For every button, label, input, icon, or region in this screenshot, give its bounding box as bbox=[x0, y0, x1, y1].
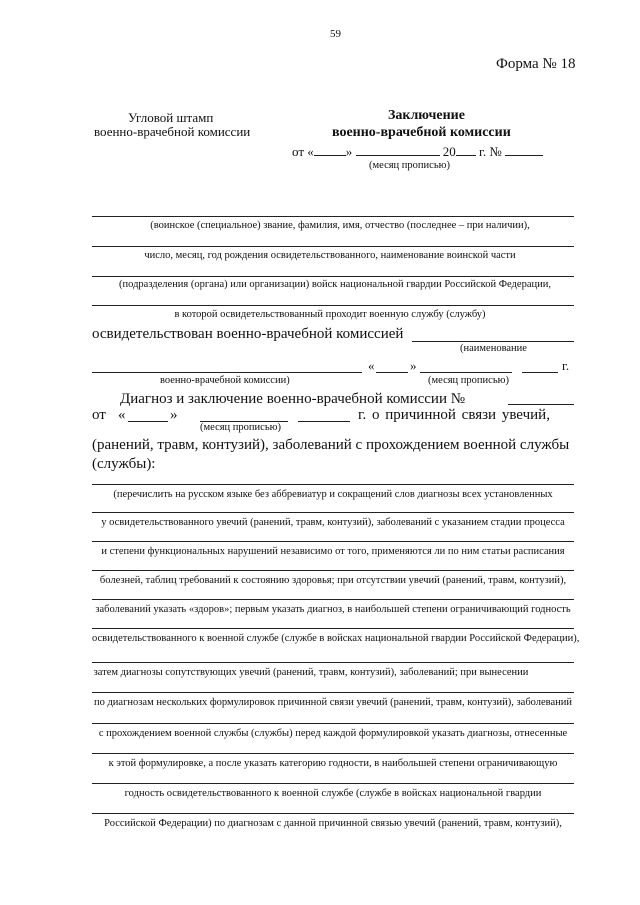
examined-day-blank[interactable] bbox=[376, 372, 408, 373]
diagnosis-line-1: Диагноз и заключение военно-врачебной комиссии № bbox=[120, 391, 466, 407]
diagnosis-field-line-5[interactable] bbox=[92, 599, 574, 600]
diagnosis-day-blank[interactable] bbox=[128, 421, 168, 422]
diagnosis-field-line-11[interactable] bbox=[92, 783, 574, 784]
instruction-11: годность освидетельствованного к военной службе (службе в войсках национальной гвардии bbox=[124, 788, 542, 799]
instruction-8: по диагнозам нескольких формулировок причинной связи увечий (ранений, травм, контузий), заболеваний bbox=[93, 697, 573, 708]
year-blank[interactable] bbox=[456, 145, 476, 156]
year-prefix: 20 bbox=[442, 144, 456, 159]
caption-diagnosis-month: (месяц прописью) bbox=[200, 422, 281, 433]
instruction-6: освидетельствованного к военной службе (службе в войсках национальной гвардии Российской Федерации), bbox=[92, 633, 580, 644]
date-close-quote: » bbox=[345, 144, 353, 159]
instruction-4: болезней, таблиц требований к состоянию здоровья; при отсутствии увечий (ранений, травм, контузий), bbox=[99, 575, 567, 586]
examined-year-suffix: г. bbox=[562, 358, 570, 373]
diagnosis-field-line-4[interactable] bbox=[92, 570, 574, 571]
day-blank[interactable] bbox=[314, 145, 346, 156]
diagnosis-field-line-1[interactable] bbox=[92, 484, 574, 485]
diagnosis-quote-close: » bbox=[170, 407, 178, 423]
examined-quote-open: « bbox=[368, 358, 375, 373]
examined-quote-close: » bbox=[410, 358, 417, 373]
commission-name-line[interactable] bbox=[412, 341, 574, 342]
title-line-2: военно-врачебной комиссии bbox=[332, 125, 511, 140]
field-line-2[interactable] bbox=[92, 246, 574, 247]
instruction-10: к этой формулировке, а после указать категорию годности, в наибольшей степени ограничивающую bbox=[108, 758, 558, 769]
page-number: 59 bbox=[330, 28, 341, 40]
examined-month-blank[interactable] bbox=[420, 372, 512, 373]
number-label: г. № bbox=[479, 144, 502, 159]
diagnosis-field-line-2[interactable] bbox=[92, 512, 574, 513]
caption-service: в которой освидетельствованный проходит военную службу (службу) bbox=[174, 309, 486, 320]
stamp-line-1: Угловой штамп bbox=[128, 110, 214, 125]
date-ot: от « bbox=[292, 144, 314, 159]
caption-rank-name: (воинское (специальное) звание, фамилия, имя, отчество (последнее – при наличии), bbox=[150, 220, 530, 231]
diagnosis-field-line-10[interactable] bbox=[92, 753, 574, 754]
caption-examined-month: (месяц прописью) bbox=[428, 375, 509, 386]
diagnosis-field-line-8[interactable] bbox=[92, 692, 574, 693]
diagnosis-field-line-12[interactable] bbox=[92, 813, 574, 814]
diagnosis-number-blank[interactable] bbox=[508, 404, 574, 405]
diagnosis-line-3: (ранений, травм, контузий), заболеваний с прохождением военной службы bbox=[92, 437, 570, 453]
diagnosis-line-2-rest: г. о причинной связи увечий, bbox=[358, 407, 550, 423]
caption-commission: военно-врачебной комиссии) bbox=[160, 375, 290, 386]
field-line-4[interactable] bbox=[92, 305, 574, 306]
diagnosis-field-line-3[interactable] bbox=[92, 541, 574, 542]
instruction-7: затем диагнозы сопутствующих увечий (ранений, травм, контузий), заболеваний; при вынесении bbox=[93, 667, 529, 678]
month-blank[interactable] bbox=[356, 145, 440, 156]
examined-year-blank[interactable] bbox=[522, 372, 558, 373]
diagnosis-field-line-7[interactable] bbox=[92, 662, 574, 663]
diagnosis-line-4: (службы): bbox=[92, 456, 156, 472]
commission-name-line-2[interactable] bbox=[92, 372, 362, 373]
form-label: Форма № 18 bbox=[496, 56, 576, 72]
number-blank[interactable] bbox=[505, 145, 543, 156]
caption-birth-unit: число, месяц, год рождения освидетельствованного, наименование воинской части bbox=[144, 250, 516, 261]
instruction-5: заболеваний указать «здоров»; первым указать диагноз, в наибольшей степени ограничивающий годность bbox=[95, 604, 571, 615]
caption-organization: (подразделения (органа) или организации) войск национальной гвардии Российской Федерации, bbox=[119, 279, 551, 290]
date-caption: (месяц прописью) bbox=[369, 160, 450, 171]
field-line-1[interactable] bbox=[92, 216, 574, 217]
diagnosis-year-blank[interactable] bbox=[298, 421, 350, 422]
diagnosis-field-line-6[interactable] bbox=[92, 628, 574, 629]
diagnosis-quote-open: « bbox=[118, 407, 126, 423]
diagnosis-ot: от bbox=[92, 407, 106, 423]
stamp-line-2: военно-врачебной комиссии bbox=[94, 124, 251, 139]
caption-name: (наименование bbox=[460, 343, 527, 354]
field-line-3[interactable] bbox=[92, 276, 574, 277]
title-line-1: Заключение bbox=[388, 108, 465, 123]
instruction-9: с прохождением военной службы (службы) перед каждой формулировкой указать диагнозы, отнесенные bbox=[98, 728, 568, 739]
instruction-3: и степени функциональных нарушений независимо от того, применяются ли по ним статьи расписания bbox=[101, 546, 565, 557]
instruction-2: у освидетельствованного увечий (ранений, травм, контузий), заболеваний с указанием стадии процесса bbox=[101, 517, 565, 528]
diagnosis-field-line-9[interactable] bbox=[92, 723, 574, 724]
instruction-1: (перечислить на русском языке без аббревиатур и сокращений слов диагнозы всех установленных bbox=[113, 489, 553, 500]
examined-text: освидетельствован военно-врачебной комиссией bbox=[92, 326, 404, 342]
date-line bbox=[292, 144, 543, 160]
instruction-12: Российской Федерации) по диагнозам с данной причинной связью увечий (ранений, травм, контузий), bbox=[104, 818, 562, 829]
